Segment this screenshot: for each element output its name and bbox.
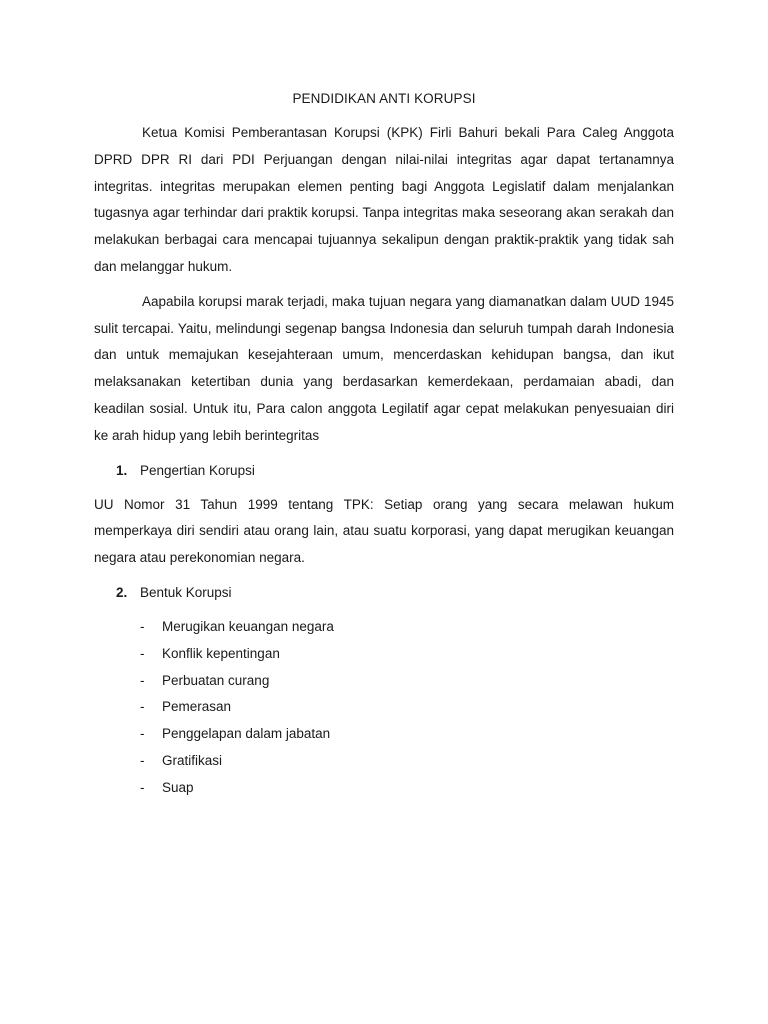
list-item	[94, 641, 674, 668]
section-heading-bentuk	[94, 580, 674, 606]
list-dash: -	[140, 779, 145, 795]
list-item-text: Suap	[162, 779, 194, 795]
paragraph-definition: UU Nomor 31 Tahun 1999 tentang TPK: Setiap orang yang secara melawan hukum memperkaya diri sendiri atau orang lain, atau suatu korporasi, yang dapat merugikan keuangan negara atau perekonomian negara.	[94, 496, 674, 566]
list-item-text: Perbuatan curang	[162, 672, 270, 688]
list-dash: -	[140, 645, 145, 661]
list-item-text: Merugikan keuangan negara	[162, 618, 334, 634]
section-number: 2.	[116, 584, 128, 600]
section-number: 1.	[116, 462, 128, 478]
list-dash: -	[140, 672, 145, 688]
list-item	[94, 668, 674, 695]
section-heading-pengertian	[94, 458, 674, 484]
list-dash: -	[140, 752, 145, 768]
paragraph-intro: Ketua Komisi Pemberantasan Korupsi (KPK) Firli Bahuri bekali Para Caleg Anggota DPRD DPR RI dari PDI Perjuangan dengan nilai-nilai integritas agar dapat tertanamnya integritas. integritas merupakan elemen penting bagi Anggota Legislatif dalam menjalankan tugasnya agar terhindar dari praktik korupsi. Tanpa integritas maka seseorang akan serakah dan melakukan berbagai cara mencapai tujuannya sekalipun dengan praktik-praktik yang tidak sah dan melanggar hukum.	[94, 125, 674, 274]
list-dash: -	[140, 726, 145, 742]
section-title: Pengertian Korupsi	[140, 462, 255, 478]
corruption-forms-list	[94, 614, 674, 802]
document-page	[94, 86, 674, 802]
list-item-text: Gratifikasi	[162, 752, 223, 768]
list-item	[94, 721, 674, 748]
list-item	[94, 775, 674, 802]
paragraph-goals: Aapabila korupsi marak terjadi, maka tujuan negara yang diamanatkan dalam UUD 1945 sulit tercapai. Yaitu, melindungi segenap bangsa Indonesia dan seluruh tumpah darah Indonesia dan untuk memajukan kesejahteraan umum, mencerdaskan kehidupan bangsa, dan ikut melaksanakan ketertiban dunia yang berdasarkan kemerdekaan, perdamaian abadi, dan keadilan sosial. Untuk itu, Para calon anggota Legilatif agar cepat melakukan penyesuaian diri ke arah hidup yang lebih berintegritas	[94, 293, 674, 443]
list-dash: -	[140, 699, 145, 715]
list-dash: -	[140, 618, 145, 634]
list-item	[94, 748, 674, 775]
list-item	[94, 614, 674, 641]
list-item-text: Pemerasan	[162, 699, 232, 715]
list-item	[94, 694, 674, 721]
section-title: Bentuk Korupsi	[140, 584, 232, 600]
list-item-text: Konflik kepentingan	[162, 645, 280, 661]
document-title: PENDIDIKAN ANTI KORUPSI	[292, 91, 476, 106]
list-item-text: Penggelapan dalam jabatan	[162, 726, 331, 742]
